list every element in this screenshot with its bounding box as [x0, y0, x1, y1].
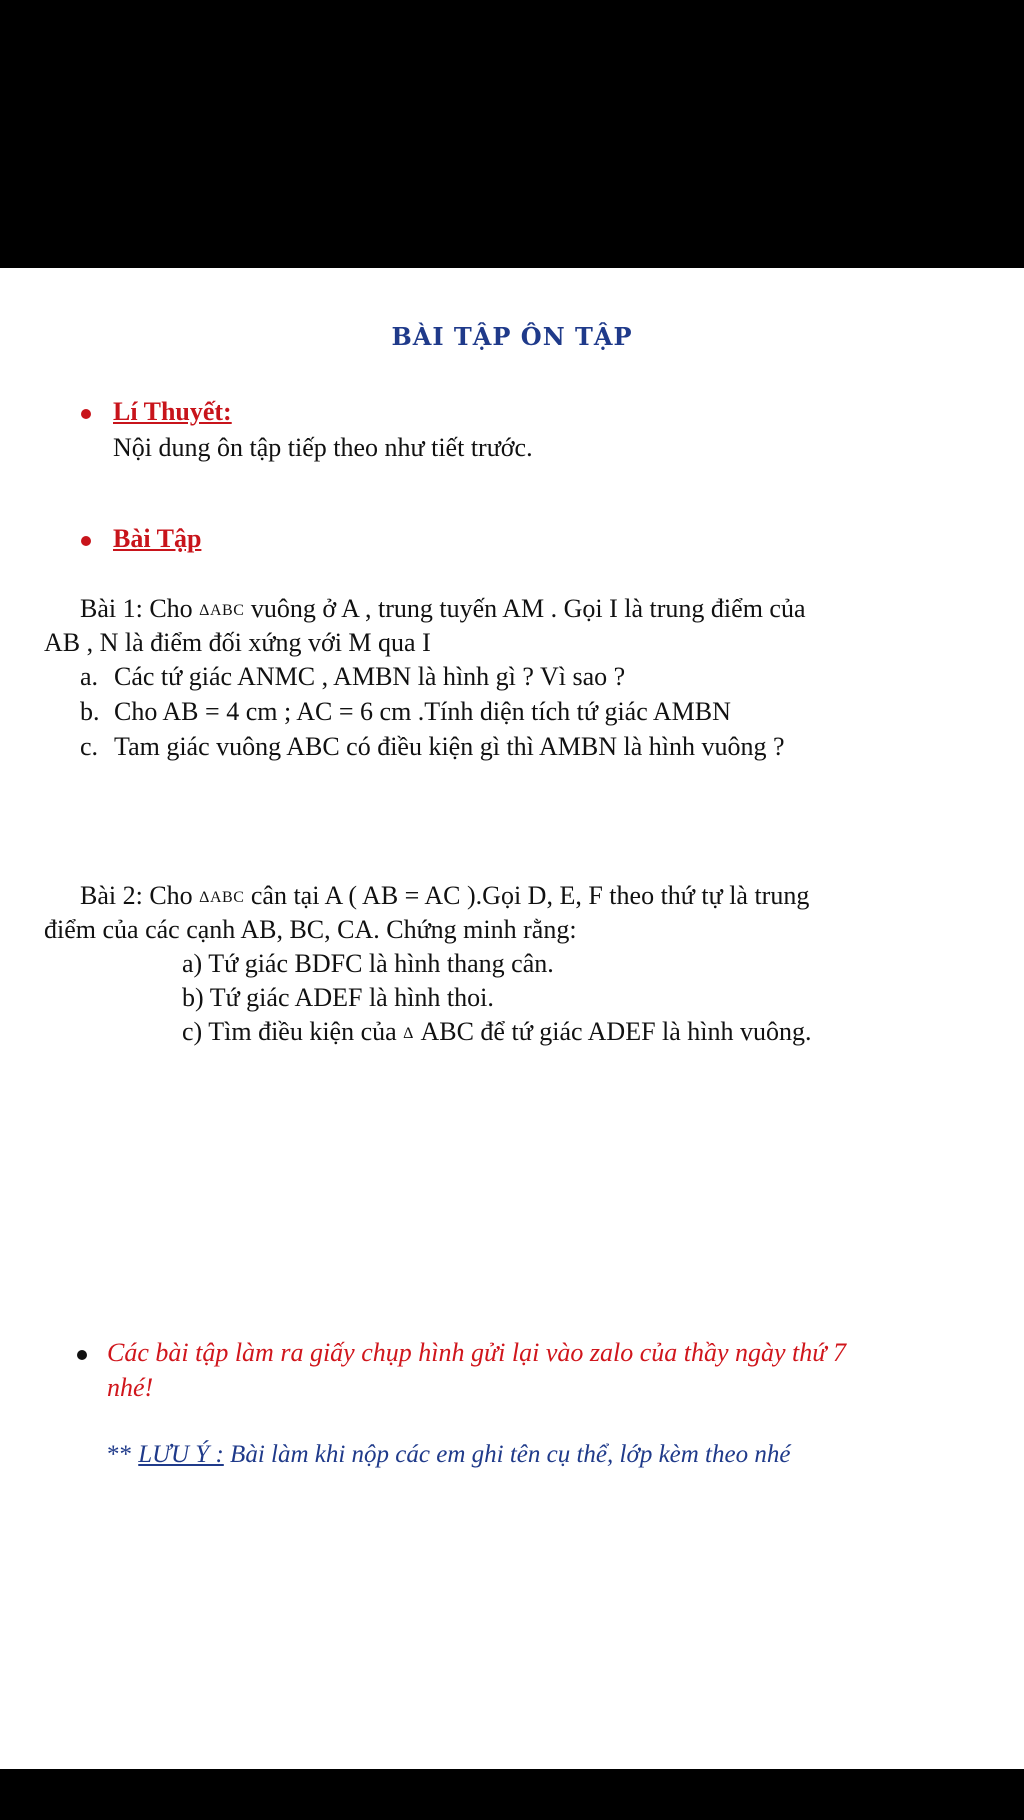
exercises-heading: Bài Tập: [113, 524, 202, 553]
theory-bullet-icon: [81, 409, 91, 419]
reminder-prefix: **: [107, 1441, 132, 1468]
bai1-item-a-marker: a.: [80, 662, 99, 691]
bai2-item-b: [182, 982, 494, 1014]
exercises-bullet-icon: [81, 536, 91, 546]
bai1-triangle: ΔABC: [199, 602, 245, 619]
bai2-item-c: [182, 1016, 812, 1050]
bai2-line2: điểm của các cạnh AB, BC, CA. Chứng minh rằng:: [44, 915, 577, 944]
theory-content: Nội dung ôn tập tiếp theo như tiết trước.: [113, 433, 533, 462]
reminder-text: Bài làm khi nộp các em ghi tên cụ thể, lớp kèm theo nhé: [230, 1441, 791, 1468]
bai2-item-c-text-before: Tìm điều kiện của: [208, 1017, 397, 1046]
bai1-intro: [80, 593, 806, 627]
bai2-intro-before: Bài 2: Cho: [80, 881, 193, 910]
bai2-intro-after: cân tại A ( AB = AC ).Gọi D, E, F theo thứ tự là trung: [250, 881, 810, 910]
reminder-label: LƯU Ý :: [138, 1441, 224, 1468]
bai2-intro: [80, 880, 809, 914]
bai1-item-b-text: Cho AB = 4 cm ; AC = 6 cm .Tính diện tích tứ giác AMBN: [114, 697, 731, 726]
bai1-item-c-text: Tam giác vuông ABC có điều kiện gì thì AMBN là hình vuông ?: [114, 732, 785, 761]
bai2-item-a-text: Tứ giác BDFC là hình thang cân.: [208, 949, 554, 978]
bai1-line2: AB , N là điểm đối xứng với M qua I: [44, 628, 431, 657]
bai2-item-c-text-after: ABC để tứ giác ADEF là hình vuông.: [420, 1017, 812, 1046]
note-line2: nhé!: [107, 1373, 154, 1402]
note-bullet-icon: [77, 1350, 87, 1360]
bai1-item-b-marker: b.: [80, 697, 100, 726]
bai1-intro-before: Bài 1: Cho: [80, 594, 193, 623]
bai1-item-b: [80, 696, 731, 728]
page-title: BÀI TẬP ÔN TẬP: [391, 322, 633, 351]
bai2-item-b-marker: b): [182, 983, 204, 1012]
bai2-triangle: ΔABC: [199, 889, 245, 906]
bai1-item-a: [80, 661, 626, 693]
bai2-item-c-triangle: Δ: [403, 1025, 414, 1042]
bai1-item-a-text: Các tứ giác ANMC , AMBN là hình gì ? Vì sao ?: [114, 662, 626, 691]
reminder-line: [107, 1439, 790, 1471]
document-page: [0, 268, 1024, 1769]
bai2-item-a-marker: a): [182, 949, 203, 978]
bai1-intro-after: vuông ở A , trung tuyến AM . Gọi I là trung điểm của: [250, 594, 806, 623]
bai1-item-c-marker: c.: [80, 732, 99, 761]
note-line1: Các bài tập làm ra giấy chụp hình gửi lại vào zalo của thầy ngày thứ 7: [107, 1338, 846, 1367]
bai1-item-c: [80, 731, 785, 763]
bai2-item-c-marker: c): [182, 1017, 203, 1046]
bai2-item-a: [182, 948, 554, 980]
theory-heading: Lí Thuyết:: [113, 397, 232, 426]
bai2-item-b-text: Tứ giác ADEF là hình thoi.: [209, 983, 494, 1012]
